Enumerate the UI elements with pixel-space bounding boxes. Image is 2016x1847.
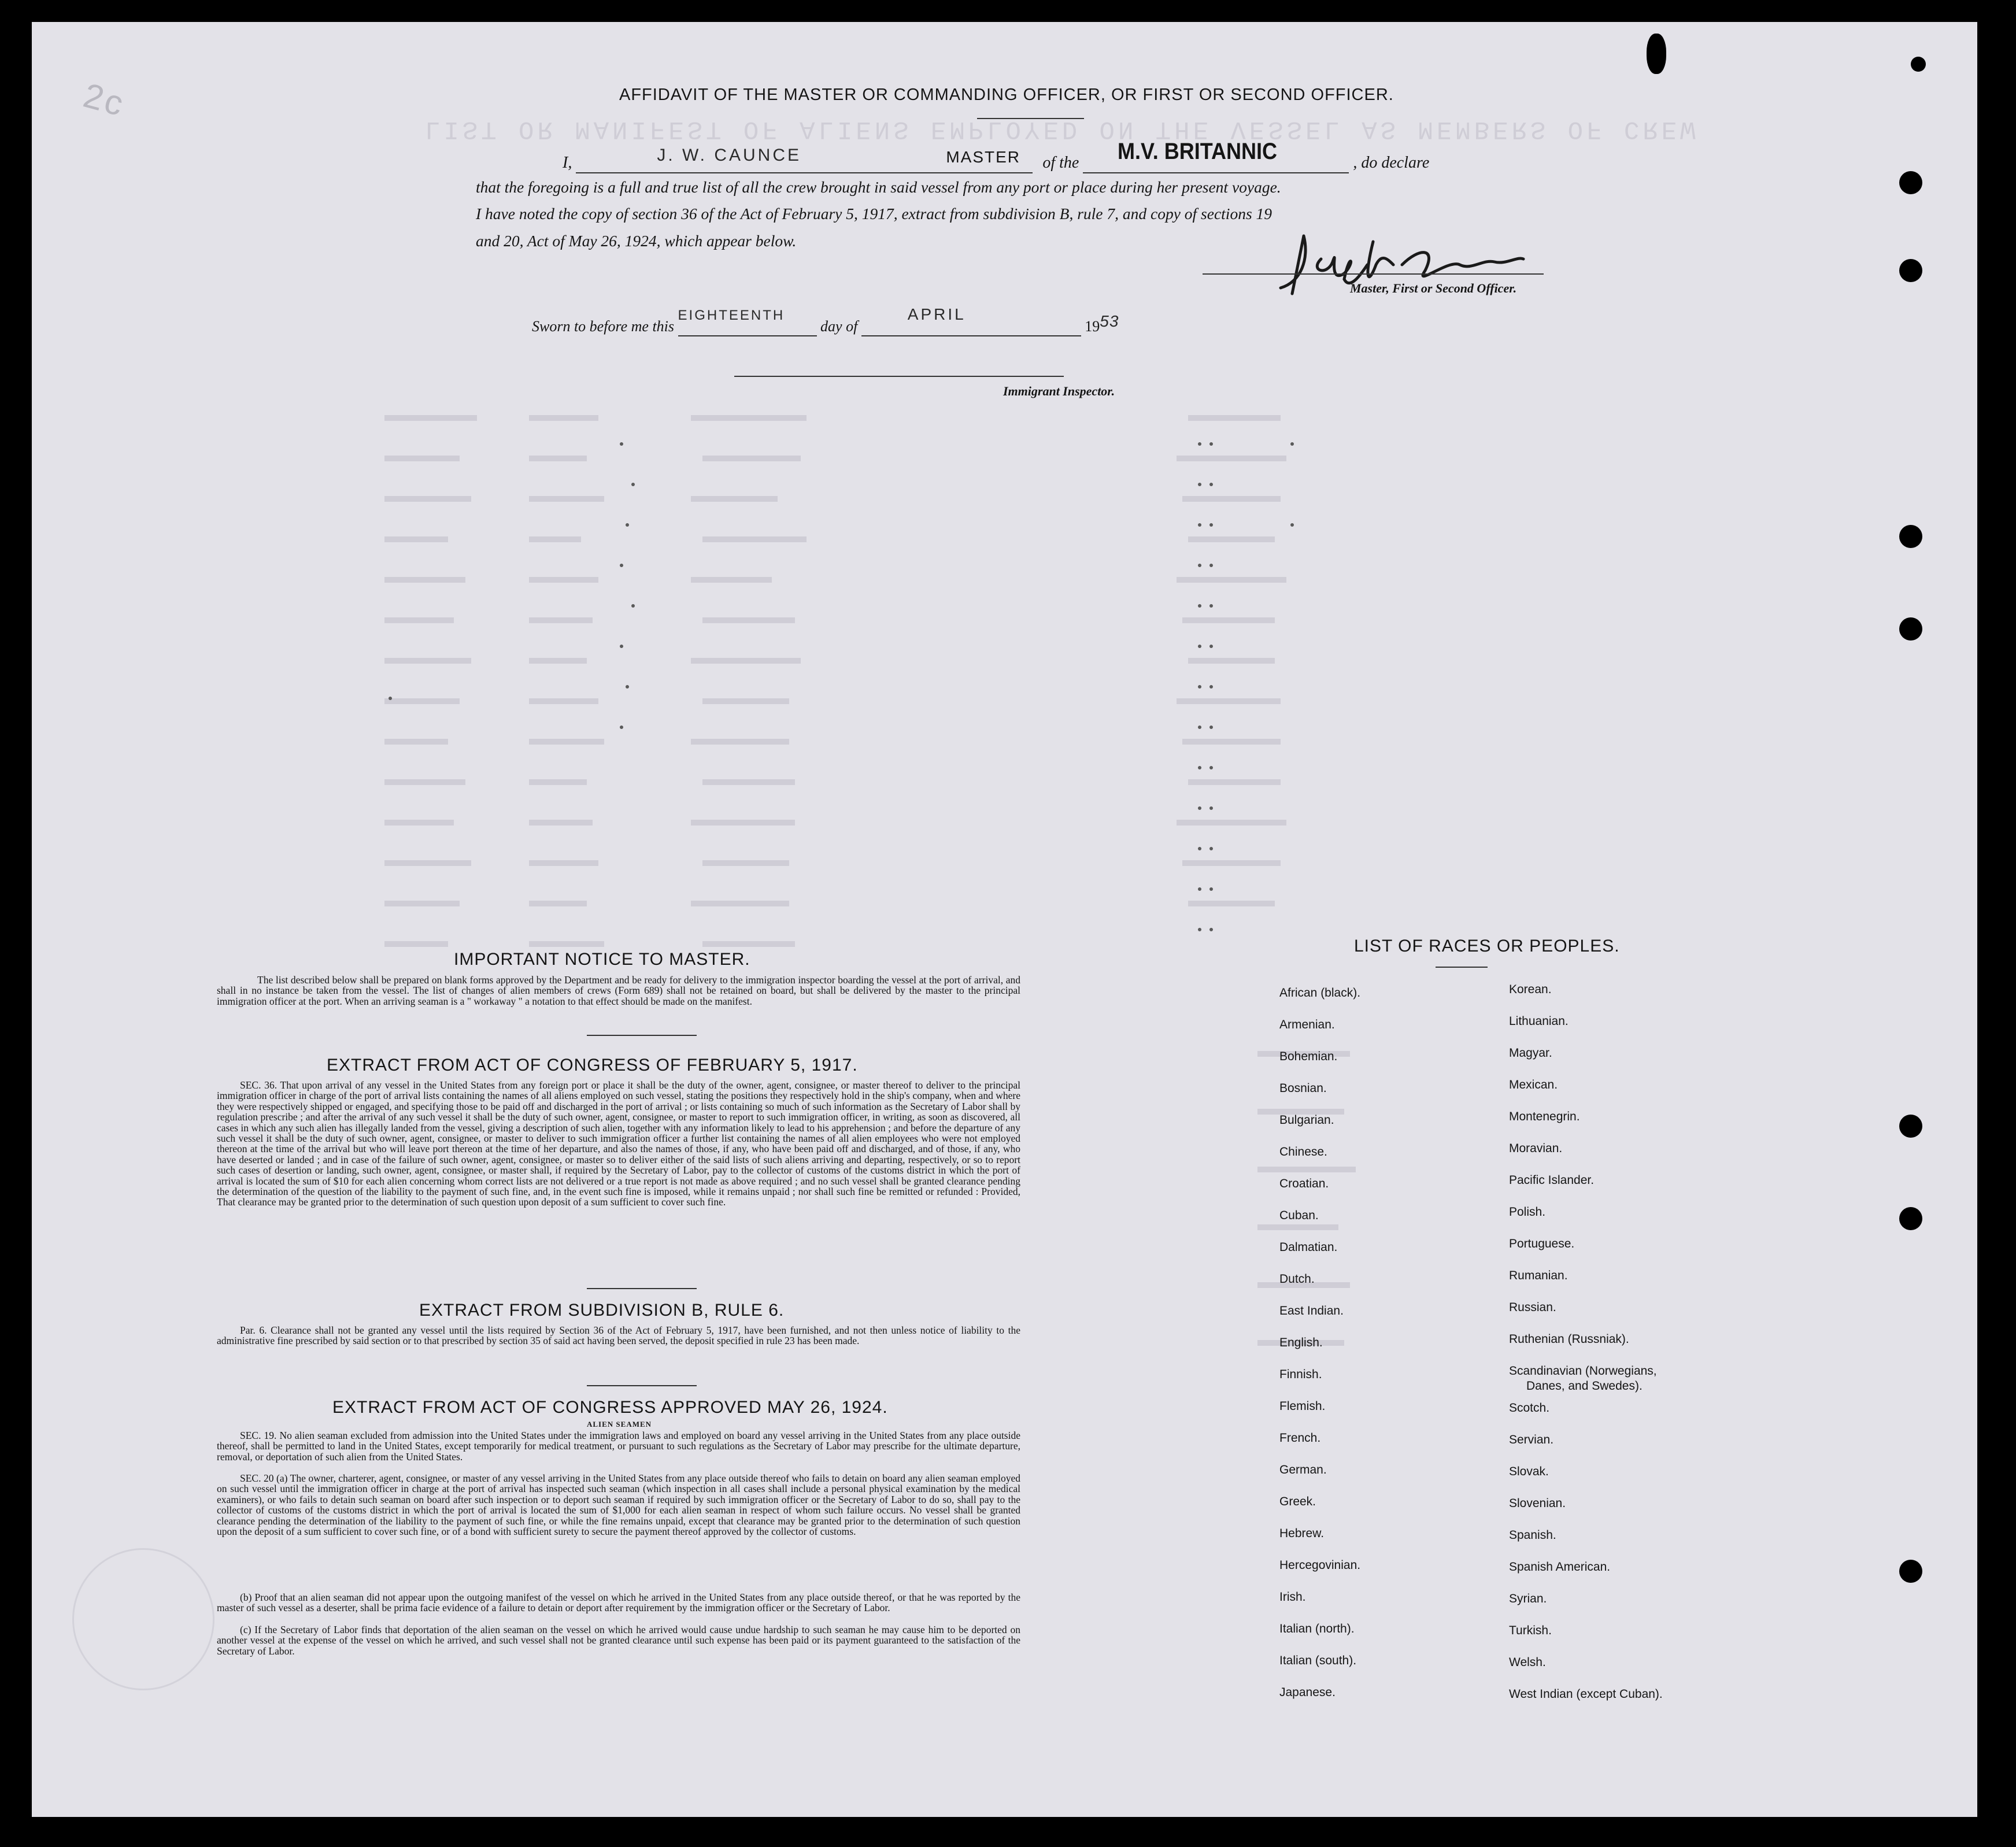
rank-value: MASTER xyxy=(946,148,1021,166)
sworn-month-value: APRIL xyxy=(907,305,966,323)
extract-1924-sec19: SEC. 19. No alien seaman excluded from admission into the United States under the immigration laws and employed on board any vessel arriving in the United States from any place outside thereof, shall be permitted to land in the United States, except temporarily for medical treatment, or pursuant to such regulations as the Secretary of Labor may prescribe for the ultimate departure, removal, or deportation of such alien from the United States. xyxy=(217,1430,1020,1463)
punch-hole xyxy=(1899,525,1922,548)
do-declare-label: , do declare xyxy=(1353,154,1430,172)
punch-hole xyxy=(1911,57,1926,72)
declaration-line-1 xyxy=(563,139,1430,173)
declaration-line-4: and 20, Act of May 26, 1924, which appear below. xyxy=(476,232,797,250)
affidavit-title: AFFIDAVIT OF THE MASTER OR COMMANDING OFFICER, OR FIRST OR SECOND OFFICER. xyxy=(619,86,1394,104)
race-item: Spanish American. xyxy=(1509,1560,1611,1574)
race-item: Syrian. xyxy=(1509,1592,1547,1605)
race-item: German. xyxy=(1279,1463,1327,1476)
race-item: Irish. xyxy=(1279,1590,1306,1604)
punch-hole xyxy=(1647,34,1666,74)
extract-1917-text: SEC. 36. That upon arrival of any vessel in the United States from any foreign port or place it shall be the duty of the owner, agent, consignee, or master thereof to deliver to the principal immigration officer in charge of the port of arrival lists containing the names of all aliens employed on such vessel, stating the positions they respectively hold in the ship's company, when and where they were respectively shipped or engaged, and specifying those to be paid off and discharged in the port of arrival ; or lists containing so much of such information as the Secretary of Labor shall by regulation prescribe ; and after the arrival of any such vessel it shall be the duty of such owner, agent, consignee, or master to report to such immigration officer, in writing, as soon as discovered, all cases in which any such alien has illegally landed from the vessel, giving a description of such alien, together with any information likely to lead to his apprehension ; and before the departure of any such vessel it shall be the duty of such owner, agent, consignee, or master to deliver to such immigration officer a further list containing the names of all alien employees who were not employed thereon at the time of the arrival but who will leave port thereon at the time of her departure, and also the names of those, if any, who have been paid off and discharged, and of those, if any, who have deserted or landed ; and in case of the failure of such owner, agent, consignee, or master so to deliver either of the said lists of such aliens arriving and departing, respectively, or so to report such cases of desertion or landing, such owner, agent, consignee, or master shall, if required by the Secretary of Labor, pay to the collector of customs of the customs district in which the port of arrival is located the sum of $10 for each alien concerning whom correct lists are not delivered or a true report is not made as above required ; and no such vessel shall be granted clearance pending the determination of the question of the liability to the payment of such fine, and, in the event such fine is imposed, while it remains unpaid ; nor shall such fine be remitted or refunded : Provided, That clearance may be granted prior to the determination of such question upon deposit of a sum sufficient to cover such fine. xyxy=(217,1079,1020,1208)
rule6-title: EXTRACT FROM SUBDIVISION B, RULE 6. xyxy=(419,1301,785,1320)
extract-1924-sec20b: (b) Proof that an alien seaman did not appear upon the outgoing manifest of the vessel on which he arrived in the United States from any place outside thereof, or that he was reported by the master of such vessel as a deserter, shall be prima facie evidence of a failure to detain or deport after requirement by the immigration officer or the Secretary of Labor. xyxy=(217,1591,1020,1614)
race-item: Italian (north). xyxy=(1279,1622,1355,1635)
rule6-text: Par. 6. Clearance shall not be granted any vessel until the lists required by Section 36 of the Act of February 5, 1917, have been furnished, and not then unless notice of liability to the administrative fine prescribed by said section or to that prescribed by section 35 of said act having been served, the deposit specified in rule 23 has been made. xyxy=(217,1324,1020,1347)
race-item: Rumanian. xyxy=(1509,1269,1568,1282)
race-item: Italian (south). xyxy=(1279,1654,1357,1667)
alien-seamen-subtitle: ALIEN SEAMEN xyxy=(587,1420,652,1428)
master-name-value: J. W. CAUNCE xyxy=(657,146,802,165)
sworn-month-field xyxy=(861,305,1081,336)
year-prefix: 19 xyxy=(1085,318,1100,335)
race-item: Scotch. xyxy=(1509,1401,1550,1415)
race-item: Polish. xyxy=(1509,1205,1546,1219)
divider xyxy=(587,1035,697,1036)
divider xyxy=(587,1288,697,1289)
race-item: Bulgarian. xyxy=(1279,1113,1334,1127)
race-item: Pacific Islander. xyxy=(1509,1174,1595,1187)
race-item: Greek. xyxy=(1279,1495,1316,1508)
race-item: Hebrew. xyxy=(1279,1527,1325,1540)
race-item: Hercegovinian. xyxy=(1279,1559,1361,1572)
divider xyxy=(587,1385,697,1386)
race-item: West Indian (except Cuban). xyxy=(1509,1687,1663,1701)
race-item: Flemish. xyxy=(1279,1400,1326,1413)
race-item: Welsh. xyxy=(1509,1656,1546,1669)
race-item: Scandinavian (Norwegians, xyxy=(1509,1364,1657,1378)
race-item: Moravian. xyxy=(1509,1142,1563,1155)
master-name-field xyxy=(576,146,1033,173)
race-item: Bohemian. xyxy=(1279,1050,1338,1063)
vessel-field xyxy=(1083,139,1349,173)
race-item: Turkish. xyxy=(1509,1624,1552,1637)
declaration-line-2: that the foregoing is a full and true list of all the crew brought in said vessel from any port or place during her present voyage. xyxy=(476,178,1281,196)
race-item: Croatian. xyxy=(1279,1177,1329,1190)
sworn-line xyxy=(532,305,1119,336)
race-item: Danes, and Swedes). xyxy=(1526,1379,1643,1393)
punch-hole xyxy=(1899,617,1922,641)
race-item: Mexican. xyxy=(1509,1078,1558,1091)
race-item: Russian. xyxy=(1509,1301,1556,1314)
extract-1917-title: EXTRACT FROM ACT OF CONGRESS OF FEBRUARY 5, 1917. xyxy=(327,1056,858,1075)
race-item: East Indian. xyxy=(1279,1304,1344,1317)
race-item: Lithuanian. xyxy=(1509,1015,1569,1028)
race-item: English. xyxy=(1279,1336,1323,1349)
race-item: Servian. xyxy=(1509,1433,1554,1446)
race-item: Japanese. xyxy=(1279,1686,1336,1699)
race-item: Magyar. xyxy=(1509,1046,1552,1060)
race-item: Chinese. xyxy=(1279,1145,1327,1158)
extract-1924-sec20c: (c) If the Secretary of Labor finds that deportation of the alien seaman on the vessel on which he arrived would cause undue hardship to such seaman he may cause him to be deported on another vessel at the expense of the vessel on which he arrived, and such vessel shall not be granted clearance until such expense has been paid or its payment guaranteed to the satisfaction of the Secretary of Labor. xyxy=(217,1624,1020,1657)
race-item: Dalmatian. xyxy=(1279,1241,1338,1254)
of-the-label: of the xyxy=(1042,154,1079,172)
extract-1924-sec20a: SEC. 20 (a) The owner, charterer, agent, consignee, or master of any vessel arriving in the United States from any place outside thereof who fails to detain on board any alien seaman employed on such vessel until the immigration officer in charge at the port of arrival has inspected such seaman (which inspection in all cases shall include a personal physical examination by the medical examiners), or who fails to detain such seaman on board after such inspection or to deport such seaman if required by such immigration officer or the Secretary of Labor to do so, shall pay to the collector of customs of the customs district in which the port of arrival is located the sum of $1,000 for each alien seaman in respect of whom such failure occurs. No vessel shall be granted clearance pending the determination of the liability to the payment of such fine, or while the fine remains unpaid, except that clearance may be granted prior to the determination of such question upon the deposit of a sum sufficient to cover such fine, or of a bond with sufficient surety to secure the payment thereof approved by the collector of customs. xyxy=(217,1472,1020,1538)
bleed-through-text: LIST OR MANIFEST OF ALIENS EMPLOYED ON THE VESSEL AS MEMBERS OF CREW xyxy=(425,114,1699,143)
sworn-day-field xyxy=(678,308,817,336)
race-item: Portuguese. xyxy=(1509,1237,1575,1250)
race-item: Slovenian. xyxy=(1509,1497,1566,1510)
race-item: Armenian. xyxy=(1279,1018,1335,1031)
race-item: Korean. xyxy=(1509,983,1552,996)
inspector-caption: Immigrant Inspector. xyxy=(1003,384,1115,398)
i-label: I, xyxy=(563,154,572,172)
faint-stamp xyxy=(72,1548,214,1690)
race-item: African (black). xyxy=(1279,986,1361,1000)
divider xyxy=(977,118,1084,119)
year-suffix: 53 xyxy=(1100,312,1119,330)
declaration-line-3: I have noted the copy of section 36 of the Act of February 5, 1917, extract from subdivision B, rule 7, and copy of sections 19 xyxy=(476,205,1273,223)
notice-title: IMPORTANT NOTICE TO MASTER. xyxy=(454,950,750,969)
signature-caption: Master, First or Second Officer. xyxy=(1350,281,1517,295)
punch-hole xyxy=(1899,1115,1922,1138)
signature-line xyxy=(1203,273,1544,275)
race-item: Montenegrin. xyxy=(1509,1110,1580,1123)
race-item: French. xyxy=(1279,1431,1321,1445)
punch-hole xyxy=(1899,171,1922,194)
race-item: Bosnian. xyxy=(1279,1082,1327,1095)
sworn-day-value: EIGHTEENTH xyxy=(678,308,785,323)
race-item: Ruthenian (Russniak). xyxy=(1509,1332,1629,1346)
document-page xyxy=(32,22,1977,1817)
race-item: Finnish. xyxy=(1279,1368,1322,1381)
punch-hole xyxy=(1899,259,1922,282)
race-item: Cuban. xyxy=(1279,1209,1319,1222)
divider xyxy=(1436,967,1488,968)
punch-hole xyxy=(1899,1207,1922,1230)
extract-1924-title: EXTRACT FROM ACT OF CONGRESS APPROVED MAY 26, 1924. xyxy=(332,1398,888,1417)
race-item: Slovak. xyxy=(1509,1465,1549,1478)
day-of-label: day of xyxy=(820,318,858,335)
race-item: Dutch. xyxy=(1279,1272,1315,1286)
races-title: LIST OF RACES OR PEOPLES. xyxy=(1354,937,1620,956)
sworn-label: Sworn to before me this xyxy=(532,318,675,335)
notice-text: The list described below shall be prepared on blank forms approved by the Department and be ready for delivery to the immigration inspector boarding the vessel at the port of arrival, and shall in no instance be taken from the vessel. The list of changes of alien members of crews (Form 689) shall not be retained on board, but shall be delivered by the master to the principal immigration officer at the port. When an arriving seaman is a " workaway " a notation to that effect should be made on the manifest. xyxy=(217,974,1020,1007)
vessel-name-value: M.V. BRITANNIC xyxy=(1118,139,1278,164)
inspector-line xyxy=(734,376,1064,377)
race-item: Spanish. xyxy=(1509,1528,1556,1542)
punch-hole xyxy=(1899,1560,1922,1583)
page-note: 2c xyxy=(79,75,130,124)
